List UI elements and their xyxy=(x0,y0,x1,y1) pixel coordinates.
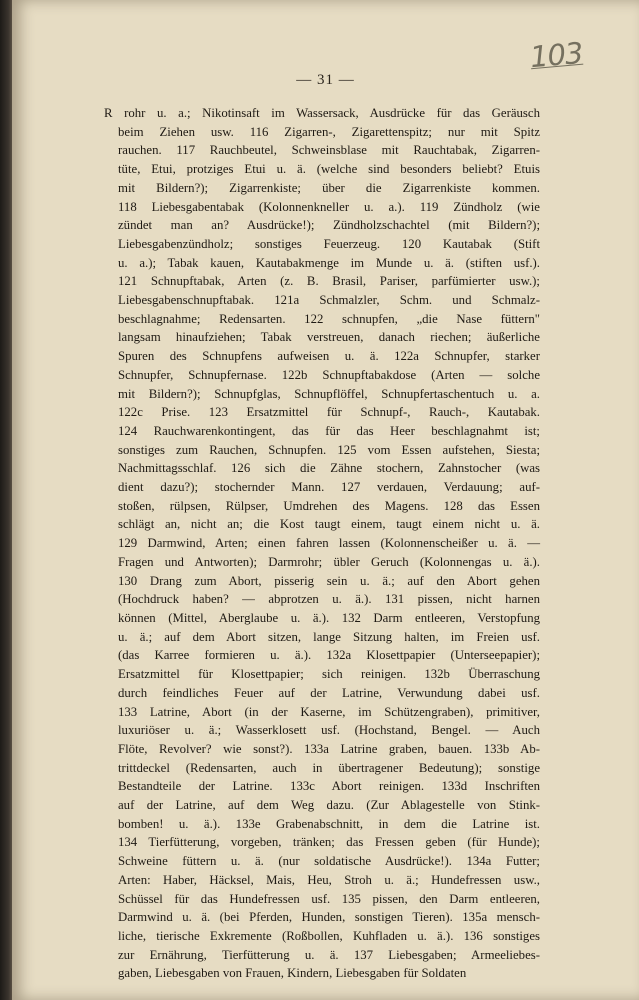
text-line: 134 Tierfütterung, vorgeben, tränken; das Fressen geben (für Hunde); xyxy=(118,835,540,850)
text-line: können (Mittel, Aberglaube u. ä.). 132 Darm entleeren, Verstopfung xyxy=(118,610,540,625)
body-text xyxy=(104,104,540,983)
text-line: liche, tierische Exkremente (Roßbollen, Kuhfladen u. ä.). 136 sonstiges xyxy=(118,928,540,943)
text-line: durch feindliches Feuer auf der Latrine, Verwundung dabei usf. xyxy=(118,685,540,700)
text-line: 133 Latrine, Abort (in der Kaserne, im Schützengraben), primitiver, xyxy=(118,704,540,719)
page-number: — 31 — xyxy=(296,72,355,88)
handwritten-page-note: 103 xyxy=(528,35,584,75)
text-line: trittdeckel (Redensarten, auch in übertragener Bedeutung); sonstige xyxy=(118,760,540,775)
text-line: 118 Liebesgabentabak (Kolonnenkneller u. a.). 119 Zündholz (wie xyxy=(118,199,540,214)
text-line: Schnupfer, Schnupfernase. 122b Schnupftabakdose (Arten — solche xyxy=(118,367,540,382)
text-line: luxuriöser u. ä.; Wasserklosett usf. (Hochstand, Bengel. — Auch xyxy=(118,723,540,738)
text-line: 129 Darmwind, Arten; einen fahren lassen (Kolonnenscheißer u. ä. — xyxy=(118,536,540,551)
text-line: Flöte, Revolver? wie sonst?). 133a Latrine graben, bauen. 133b Ab- xyxy=(118,741,540,756)
text-line: rauchen. 117 Rauchbeutel, Schweinsblase mit Rauchtabak, Zigarren- xyxy=(118,143,540,158)
text-line: (Hochdruck haben? — abprotzen u. ä.). 131 pissen, nicht harnen xyxy=(118,592,540,607)
text-line: bomben! u. ä.). 133e Grabenabschnitt, in dem die Latrine ist. xyxy=(118,816,540,831)
text-line: mit Bildern?); Schnupfglas, Schnupflöffel, Schnupfertaschentuch u. a. xyxy=(118,386,540,401)
text-line: u. a.); Tabak kauen, Kautabakmenge im Munde u. ä. (stiften usf.). xyxy=(118,255,540,270)
text-line: gaben, Liebesgaben von Frauen, Kindern, Liebesgaben für Soldaten xyxy=(118,966,467,981)
text-line: 130 Drang zum Abort, pisserig sein u. ä.; auf den Abort gehen xyxy=(118,573,540,588)
text-line: beim Ziehen usw. 116 Zigarren-, Zigarettenspitz; nur mit Spitz xyxy=(118,124,540,139)
text-line: 124 Rauchwarenkontingent, das für das Heer beschlagnahmt ist; xyxy=(118,423,540,438)
text-line: Schweine füttern u. ä. (nur soldatische Ausdrücke!). 134a Futter; xyxy=(118,854,540,869)
text-line: R rohr u. a.; Nikotinsaft im Wassersack, Ausdrücke für das Geräusch xyxy=(104,106,540,120)
text-line: dient dazu?); stochernder Mann. 127 verdauen, Verdauung; auf- xyxy=(118,480,540,495)
text-line: Liebesgabenschnupftabak. 121a Schmalzler, Schm. und Schmalz- xyxy=(118,293,540,308)
text-line: Spuren des Schnupfens aufweisen u. ä. 122a Schnupfer, starker xyxy=(118,349,540,364)
text-line: Fragen und Antworten); Darmrohr; übler Geruch (Kolonnengas u. ä.). xyxy=(118,554,540,569)
text-line: Schüssel für das Hundefressen usf. 135 pissen, den Darm entleeren, xyxy=(118,891,540,906)
text-line: Darmwind u. ä. (bei Pferden, Hunden, sonstigen Tieren). 135a mensch- xyxy=(118,910,540,925)
text-line: beschlagnahme; Redensarten. 122 schnupfen, „die Nase füttern" xyxy=(118,311,540,326)
text-line: langsam hinaufziehen; Tabak verstreuen, danach riechen; äußerliche xyxy=(118,330,540,345)
text-line: schlägt an, nicht an; die Kost taugt einem, taugt einem nicht u. ä. xyxy=(118,517,540,532)
text-line: 121 Schnupftabak, Arten (z. B. Brasil, Pariser, parfümierter usw.); xyxy=(118,274,540,289)
text-line: sonstiges zum Rauchen, Schnupfen. 125 vom Essen aufstehen, Siesta; xyxy=(118,442,540,457)
text-line: Bestandteile der Latrine. 133c Abort reinigen. 133d Inschriften xyxy=(118,779,540,794)
text-line: Ersatzmittel für Klosettpapier; sich reinigen. 132b Überraschung xyxy=(118,667,540,682)
text-line: u. ä.; auf dem Abort sitzen, lange Sitzung halten, im Freien usf. xyxy=(118,629,540,644)
text-line: zur Ernährung, Tierfütterung u. ä. 137 Liebesgaben; Armeeliebes- xyxy=(118,947,540,962)
text-line: auf der Latrine, auf dem Weg dazu. (Zur Ablagestelle von Stink- xyxy=(118,798,540,813)
text-line: Nachmittagsschlaf. 126 sich die Zähne stochern, Zahnstocher (was xyxy=(118,461,540,476)
text-line: stoßen, rülpsen, Rülpser, Umdrehen des Magens. 128 das Essen xyxy=(118,498,540,513)
text-line: zündet man an? Ausdrücke!); Zündholzschachtel (mit Bildern?); xyxy=(118,218,540,233)
text-line: tüte, Etui, protziges Etui u. ä. (welche sind besonders beliebt? Etuis xyxy=(118,162,540,177)
text-line: Liebesgabenzündholz; sonstiges Feuerzeug. 120 Kautabak (Stift xyxy=(118,236,540,251)
text-line: 122c Prise. 123 Ersatzmittel für Schnupf-, Rauch-, Kautabak. xyxy=(118,405,540,420)
text-line: Arten: Haber, Häcksel, Mais, Heu, Stroh u. ä.; Hundefressen usw., xyxy=(118,872,540,887)
text-line: mit Bildern?); Zigarrenkiste; über die Zigarrenkiste kommen. xyxy=(118,180,540,195)
text-line: (das Karree formieren u. ä.). 132a Klosettpapier (Unterseepapier); xyxy=(118,648,540,663)
document-page xyxy=(12,0,639,1000)
